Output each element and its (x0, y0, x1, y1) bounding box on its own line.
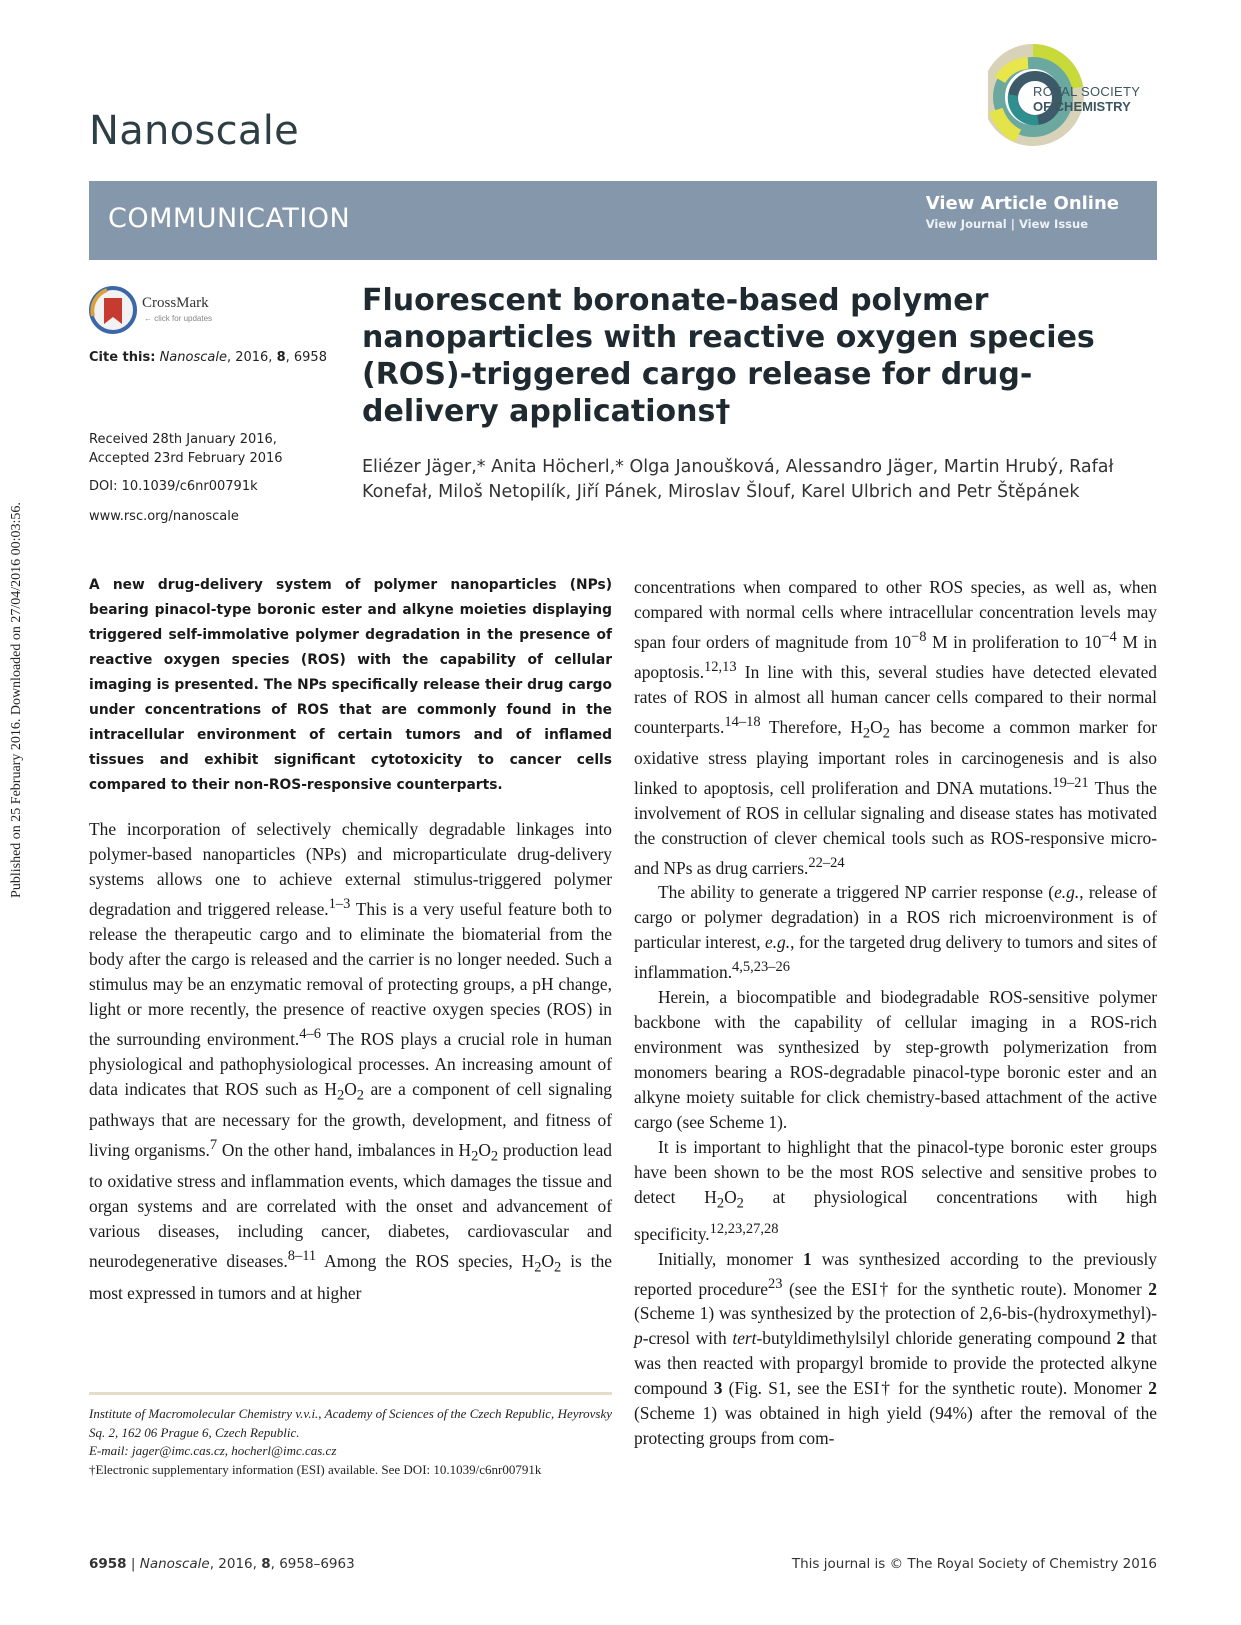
page-number: 6958 (89, 1556, 127, 1572)
page-footer-left: 6958 | Nanoscale, 2016, 8, 6958–6963 (89, 1556, 355, 1572)
cite-label: Cite this: (89, 350, 156, 365)
affiliation: Institute of Macromolecular Chemistry v.v.i., Academy of Sciences of the Czech Republic, Heyrovsky Sq. 2, 162 06 Prague 6, Czech Republic. (89, 1406, 612, 1440)
journal-issue-links (926, 217, 1119, 231)
body-column-left (89, 817, 612, 1306)
article-title: Fluorescent boronate-based polymer nanoparticles with reactive oxygen species (ROS)-triggered cargo release for drug-delivery applications† (362, 283, 1095, 429)
crossmark-sub: ← click for updates (144, 314, 213, 323)
rsc-logo-text (1033, 84, 1140, 114)
body-paragraph: The ability to generate a triggered NP carrier response (e.g., release of cargo or polymer degradation) in a ROS rich microenvironment is of particular interest, e.g., for the targeted drug delivery to tumors and sites of inflammation.$^{4,5,23-26}$ (634, 882, 1157, 983)
rsc-line2: OF CHEMISTRY (1033, 99, 1131, 114)
journal-title: Nanoscale (89, 108, 300, 154)
cite-line (89, 350, 327, 365)
cite-year: , 2016, (226, 350, 277, 365)
received-date: Received 28th January 2016, (89, 432, 277, 447)
banner-links (926, 193, 1119, 231)
crossmark-sub-text: click for updates (154, 314, 213, 323)
footer-volume: 8 (261, 1556, 271, 1572)
side-note-text: Published on 25 February 2016. Downloaded on 27/04/2016 00:03:56. (9, 502, 24, 898)
cite-page: , 6958 (285, 350, 327, 365)
body-paragraph: Initially, monomer 1 was synthesized according to the previously reported procedure$^{23}$ (see the ESI† for the synthetic route). Monomer 2 (Scheme 1) was synthesized by the protection of 2,6-bis-(hydroxymethyl)-p-cresol with tert-butyldimethylsilyl chloride generating compound 2 that was then reacted with propargyl bromide to provide the protected alkyne compound 3 (Fig. S1, see the ESI† for the synthetic route). Monomer 2 (Scheme 1) was obtained in high yield (94%) after the removal of the protecting groups from com- (634, 1248, 1157, 1449)
author-list: Eliézer Jäger,* Anita Höcherl,* Olga Janoušková, Alessandro Jäger, Martin Hrubý, Rafał Konefał, Miloš Netopilík, Jiří Pánek, Miroslav Šlouf, Karel Ulbrich and Petr Štěpánek (362, 457, 1114, 502)
view-journal-link[interactable]: View Journal (925, 217, 1007, 231)
copyright-notice: This journal is © The Royal Society of Chemistry 2016 (791, 1556, 1157, 1572)
crossmark-label: CrossMark (142, 295, 209, 311)
accepted-date: Accepted 23rd February 2016 (89, 451, 283, 466)
body-paragraph: Herein, a biocompatible and biodegradable ROS-sensitive polymer backbone with the capability of cellular imaging in a ROS-rich environment was synthesized by step-growth polymerization from monomers bearing a ROS-degradable pinacol-type boronic ester and an alkyne moiety suitable for click chemistry-based attachment of the active cargo (see Scheme 1). (634, 987, 1157, 1133)
cite-journal: Nanoscale (159, 350, 227, 365)
cite-volume: 8 (276, 350, 286, 365)
article-type: COMMUNICATION (108, 203, 351, 234)
footnotes (89, 1405, 612, 1479)
footer-journal: Nanoscale (139, 1556, 210, 1572)
body-paragraph: The incorporation of selectively chemically degradable linkages into polymer-based nanoparticles (NPs) and microparticulate drug-delivery systems allows one to achieve external stimulus-triggered polymer degradation and triggered release.$^{1-3}$ This is a very useful feature both to release the therapeutic cargo and to eliminate the biomaterial from the body after the cargo is released and the carrier is no longer needed. Such a stimulus may be an enzymatic removal of protecting groups, a pH change, light or more recently, the presence of reactive oxygen species (ROS) in the surrounding environment.$^{4-6}$ The ROS plays a crucial role in human physiological and pathophysiological processes. An increasing amount of data indicates that ROS such as $H_2O_2$ are a component of cell signaling pathways that are necessary for the growth, development, and fitness of living organisms.$^7$ On the other hand, imbalances in $H_2O_2$ production lead to oxidative stress and inflammation events, which damages the tissue and organ systems and are correlated with the onset and advancement of various diseases, including cancer, diabetes, cardiovascular and neurodegenerative diseases.$^{8-11}$ Among the ROS species, $H_2O_2$ is the most expressed in tumors and at higher (89, 819, 613, 1303)
link-separator: | (1010, 217, 1015, 231)
view-article-online-link[interactable]: View Article Online (925, 193, 1119, 214)
doi[interactable]: DOI: 10.1039/c6nr00791k (89, 479, 258, 494)
body-paragraph: It is important to highlight that the pinacol-type boronic ester groups have been shown to be the most ROS selective and sensitive probes to detect $H_2O_2$ at physiological concentrations with high specificity.$^{12,23,27,28}$ (634, 1137, 1158, 1244)
crossmark-badge[interactable] (89, 286, 249, 338)
body-column-right (634, 575, 1157, 1451)
esi-note: †Electronic supplementary information (ESI) available. See DOI: 10.1039/c6nr00791k (89, 1461, 542, 1477)
crossmark-icon (89, 286, 137, 334)
article-type-banner (89, 181, 1157, 260)
abstract: A new drug-delivery system of polymer nanoparticles (NPs) bearing pinacol-type boronic ester and alkyne moieties displaying triggered self-immolative polymer degradation in the presence of reactive oxygen species (ROS) with the capability of cellular imaging is presented. The NPs specifically release their drug cargo under concentrations of ROS that are commonly found in the intracellular environment of certain tumors and of inflamed tissues and exhibit significant cytotoxicity to cancer cells compared to their non-ROS-responsive counterparts. (89, 577, 612, 793)
rsc-line1: ROYAL SOCIETY (1033, 84, 1141, 99)
view-issue-link[interactable]: View Issue (1018, 217, 1088, 231)
author-email[interactable]: E-mail: jager@imc.cas.cz, hocherl@imc.cas.cz (89, 1443, 337, 1458)
body-paragraph: concentrations when compared to other ROS species, as well as, when compared with normal cells where intracellular concentration levels may span four orders of magnitude from $10^{-8}$ M in proliferation to $10^{-4}$ M in apoptosis.$^{12,13}$ In line with this, several studies have detected elevated rates of ROS in almost all human cancer cells compared to their normal counterparts.$^{14-18}$ Therefore, $H_2O_2$ has become a common marker for oxidative stress playing important roles in carcinogenesis and is also linked to apoptosis, cell proliferation and DNA mutations.$^{19-21}$ Thus the involvement of ROS in cellular signaling and disease states has motivated the construction of clever chemical tools such as ROS-responsive micro- and NPs as drug carriers.$^{22-24}$ (634, 577, 1157, 878)
footnote-divider (89, 1392, 612, 1395)
journal-url[interactable]: www.rsc.org/nanoscale (89, 509, 239, 524)
publication-side-note (2, 460, 32, 940)
